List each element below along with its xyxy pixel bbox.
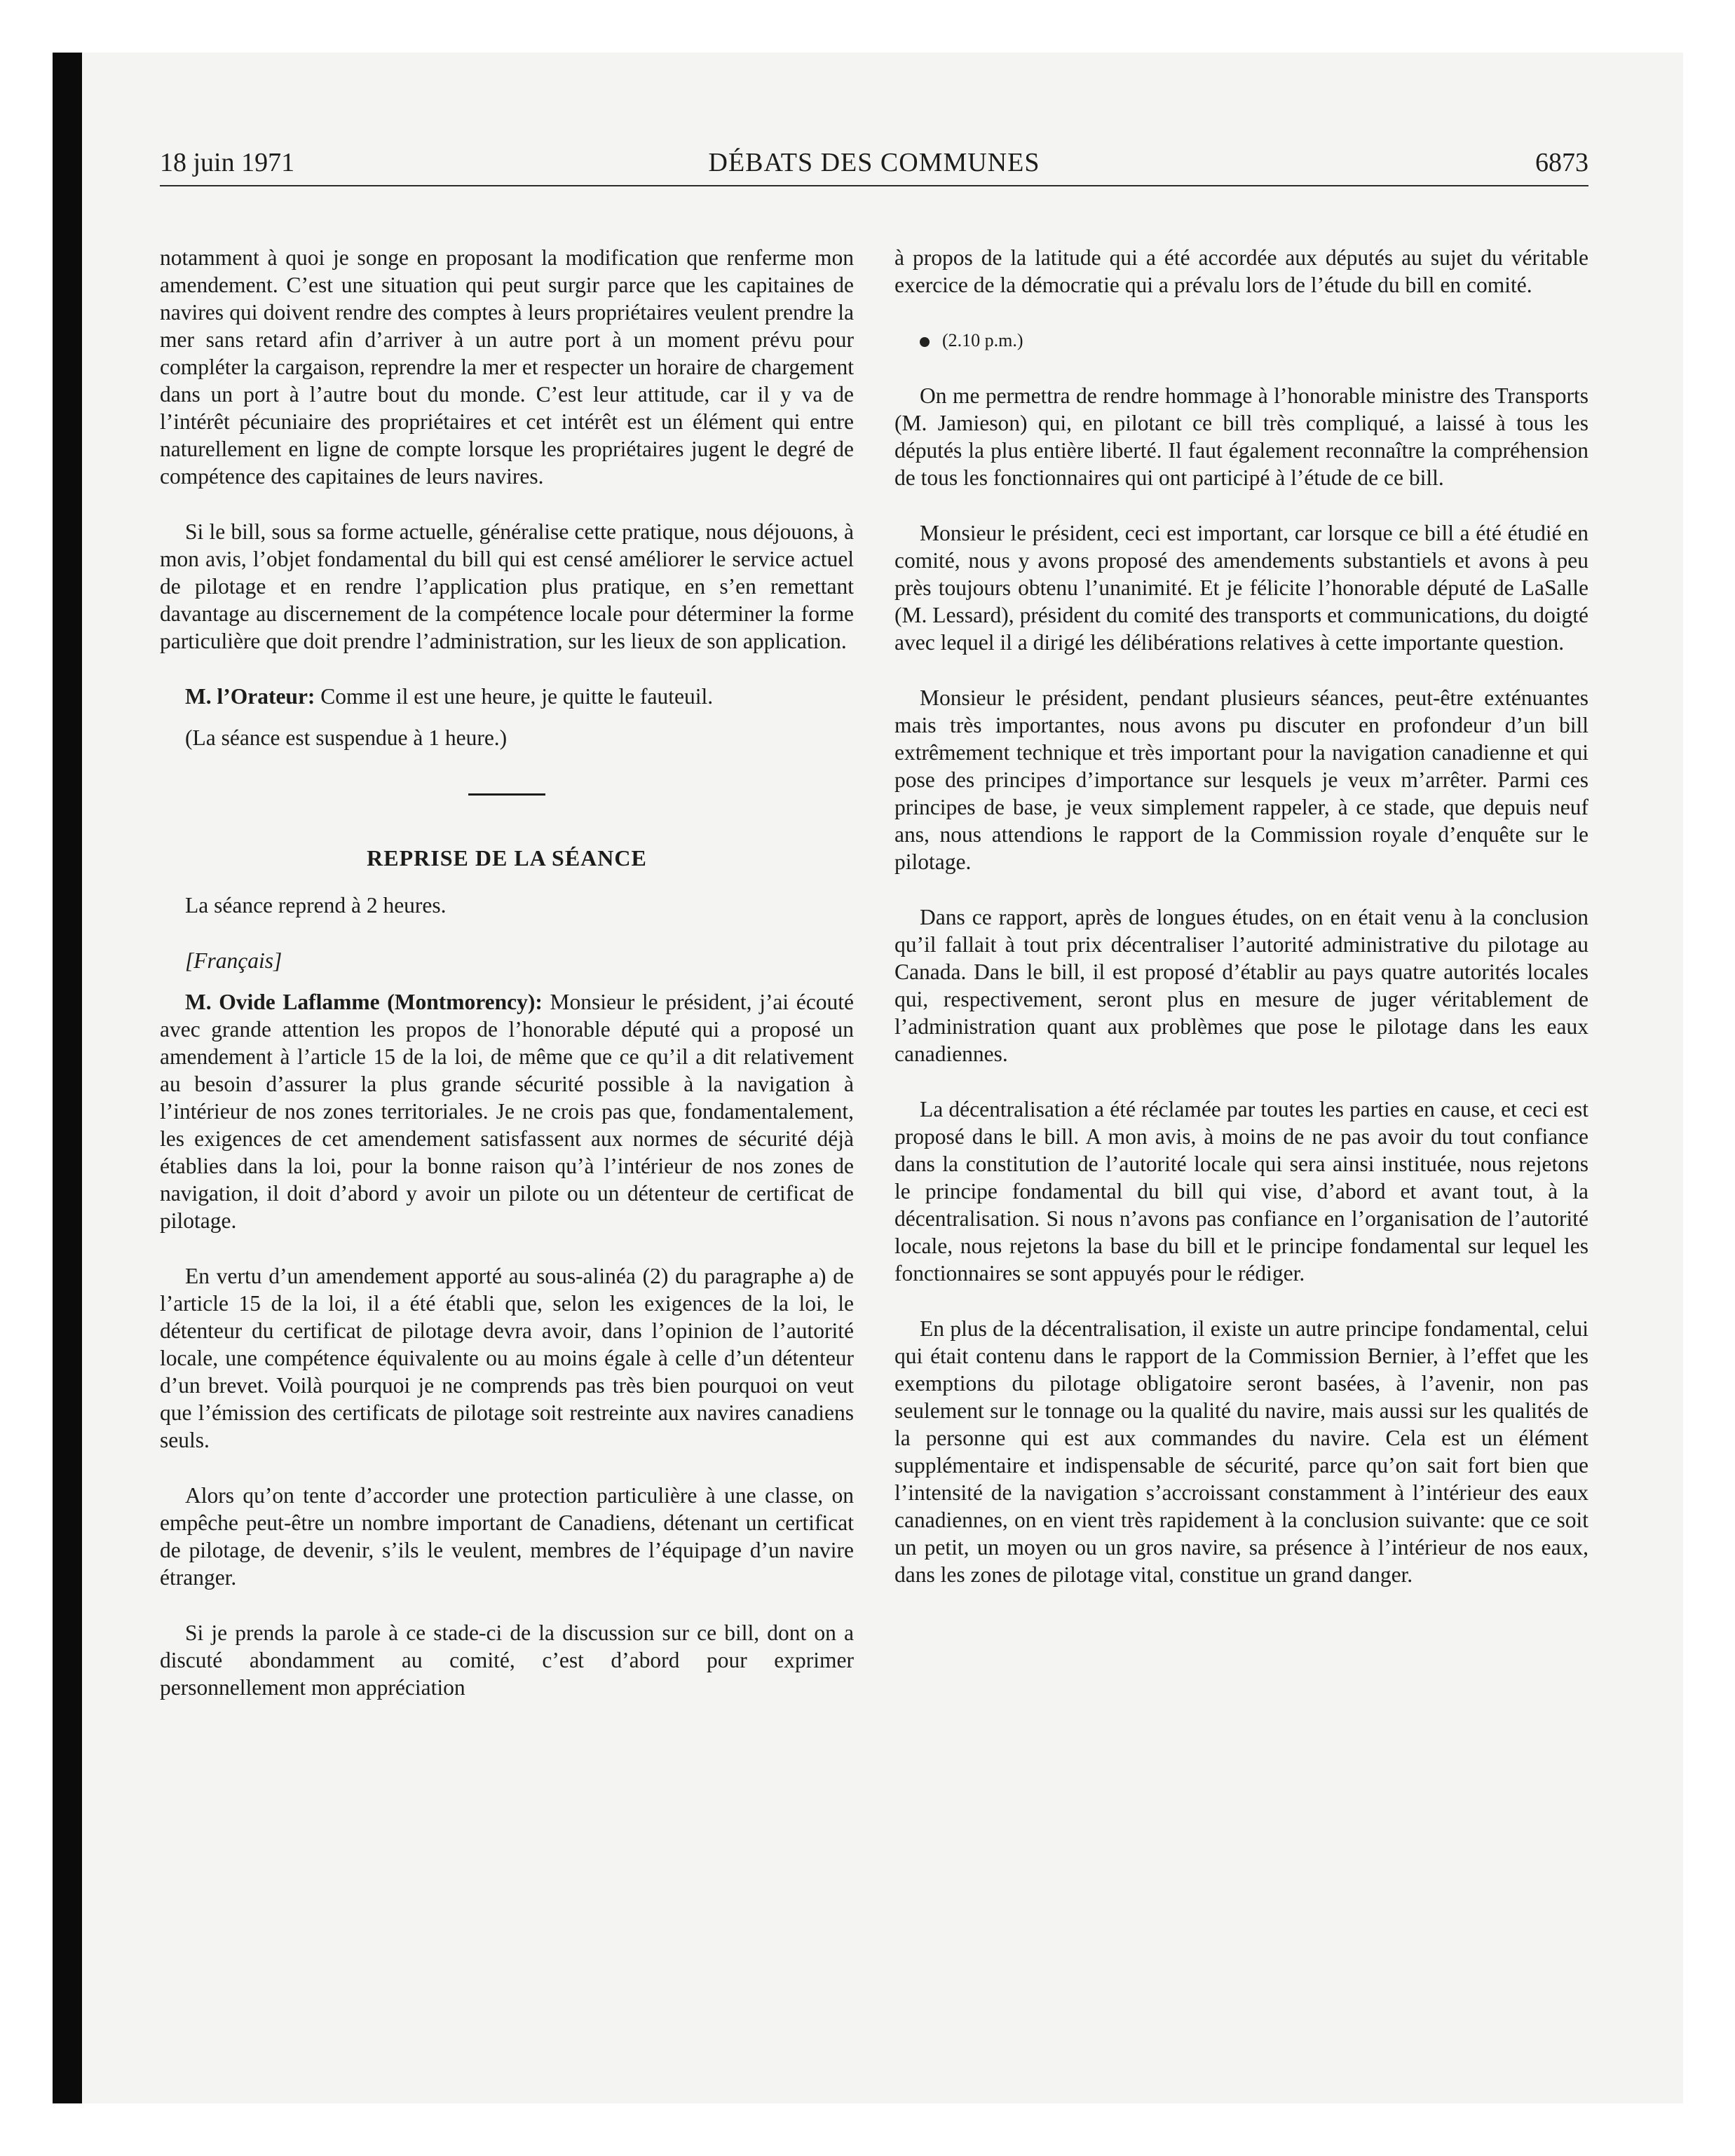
speaker-paragraph (160, 988, 854, 1234)
paragraph: En vertu d’un amendement apporté au sous-alinéa (2) du paragraphe a) de l’article 15 de la loi, il a été établi que, selon les exigences de la loi, le détenteur du certificat de pilotage devra avoir, dans l’opinion de l’autorité locale, une compétence équivalente ou au moins égale à celle d’un détenteur d’un brevet. Voilà pourquoi je ne comprends pas très bien pourquoi on veut que l’émission des certificats de pilotage soit restreinte aux navires canadiens seuls. (160, 1264, 854, 1452)
paragraph: notamment à quoi je songe en proposant la modification que renferme mon amendement. C’est une situation qui peut surgir parce que les capitaines de navires qui doivent rendre des comptes à leurs propriétaires veulent prendre la mer sans retard afin d’arriver à un autre port à un moment prévu pour compléter la cargaison, reprendre la mer et respecter un horaire de chargement dans un port à l’autre bout du monde. C’est leur attitude, car il y va de l’intérêt pécuniaire des propriétaires et cet intérêt est un élément qui entre naturellement en ligne de compte lorsque les propriétaires jugent le degré de compétence des capitaines de leurs navires. (160, 245, 854, 489)
paragraph: Monsieur le président, pendant plusieurs séances, peut-être exténuantes mais très importantes, nous avons pu discuter en profondeur d’un bill extrêmement technique et très important pour la navigation canadienne et qui pose des principes d’importance sur lesquels je veux m’arrêter. Parmi ces principes de base, je veux simplement rappeler, à ce stade, que depuis neuf ans, nous attendions le rapport de la Commission royale d’enquête sur le pilotage. (894, 685, 1588, 874)
speech-text: Comme il est une heure, je quitte le fauteuil. (320, 684, 714, 709)
paragraph: à propos de la latitude qui a été accordée aux députés au sujet du véritable exercice de la démocratie qui a prévalu lors de l’étude du bill en comité. (894, 245, 1588, 297)
paragraph: La séance reprend à 2 heures. (185, 893, 447, 917)
page-header (160, 144, 1588, 186)
paragraph: Monsieur le président, ceci est important, car lorsque ce bill a été étudié en comité, nous y avons proposé des amendements substantiels et avons à peu près toujours obtenu l’unanimité. Et je félicite l’honorable député de LaSalle (M. Lessard), président du comité des transports et communications, du doigté avec lequel il a dirigé les délibérations relatives à cette importante question. (894, 521, 1588, 655)
paragraph: Alors qu’on tente d’accorder une protection particulière à une classe, on empêche peut-être un nombre important de Canadiens, détenant un certificat de pilotage, de devenir, s’ils le veulent, membres de l’équipage d’un navire étranger. (160, 1483, 854, 1590)
paragraph: On me permettra de rendre hommage à l’honorable ministre des Transports (M. Jamieson) qui, en pilotant ce bill très compliqué, a laissé à tous les députés la plus entière liberté. Il faut également reconnaître la compréhension de tous les fonctionnaires qui ont participé à l’étude de ce bill. (894, 383, 1588, 490)
speaker-name: M. l’Orateur: (185, 684, 315, 709)
bullet-icon (920, 337, 930, 347)
speaker-paragraph (160, 683, 854, 710)
left-column (160, 244, 854, 1701)
time-marker-text: (2.10 p.m.) (942, 330, 1023, 350)
scan-binding-edge (53, 53, 82, 2103)
language-tag: [Français] (185, 948, 283, 973)
paragraph: (La séance est suspendue à 1 heure.) (185, 725, 508, 750)
paragraph: Dans ce rapport, après de longues études, on en était venu à la conclusion qu’il fallait à tout prix décentraliser l’autorité administrative du pilotage au Canada. Dans le bill, il est proposé d’établir au pays quatre autorités locales qui, respectivement, seront plus en mesure de juger véritablement de l’administration quant aux problèmes que pose le pilotage dans les eaux canadiennes. (894, 905, 1588, 1066)
speaker-name: M. Ovide Laflamme (Montmorency): (185, 990, 543, 1014)
header-title: DÉBATS DES COMMUNES (708, 148, 1040, 177)
paragraph: En plus de la décentralisation, il existe un autre principe fondamental, celui qui était contenu dans le rapport de la Commission Bernier, à l’effet que les exemptions du pilotage obligatoire seront basées, à l’avenir, non pas seulement sur le tonnage ou la qualité du navire, mais aussi sur les qualités de la personne qui est aux commandes du navire. Cela est un élément supplémentaire et indispensable de sécurité, parce qu’on sait fort bien que l’intensité de la navigation s’accroissant constamment à l’intérieur des eaux canadiennes, on en vient très rapidement à la conclusion suivante: que ce soit un petit, un moyen ou un gros navire, sa présence à l’intérieur de nos eaux, dans les zones de pilotage vital, constitue un grand danger. (894, 1316, 1588, 1587)
speech-text: Monsieur le président, j’ai écouté avec grande attention les propos de l’honorable député qui a proposé un amendement à l’article 15 de la loi, de même que ce qu’il a dit relativement au besoin d’assurer la plus grande sécurité possible à la navigation à l’intérieur de nos zones territoriales. Je ne crois pas que, fondamentalement, les exigences de cet amendement satisfassent aux normes de sécurité déjà établies dans la loi, pour la bonne raison qu’à l’intérieur de nos zones de navigation, il doit d’abord y avoir un pilote ou un détenteur de certificat de pilotage. (160, 990, 854, 1233)
paragraph: Si le bill, sous sa forme actuelle, généralise cette pratique, nous déjouons, à mon avis, l’objet fondamental du bill qui est censé améliorer le service actuel de pilotage et en rendre l’application plus pratique, en s’en remettant davantage au discernement de la compétence locale pour déterminer la forme particulière que doit prendre l’administration, sur les lieux de son application. (160, 519, 854, 653)
paragraph: Si je prends la parole à ce stade-ci de la discussion sur ce bill, dont on a discuté abondamment au comité, c’est d’abord pour exprimer personnellement mon appréciation (160, 1621, 854, 1700)
page-number: 6873 (1535, 148, 1588, 177)
right-column (894, 244, 1588, 1588)
header-date: 18 juin 1971 (160, 148, 295, 177)
section-heading: REPRISE DE LA SÉANCE (367, 845, 647, 871)
paragraph: La décentralisation a été réclamée par toutes les parties en cause, et ceci est proposé dans le bill. A mon avis, à moins de ne pas avoir du tout confiance dans la constitution de l’autorité locale qui sera ainsi instituée, nous rejetons le principe fondamental du bill qui vise, d’abord et avant tout, à la décentralisation. Si nous n’avons pas confiance en l’organisation de l’autorité locale, nous rejetons la base du bill et le principe fondamental sur lequel les fonctionnaires se sont appuyés pour le rédiger. (894, 1097, 1588, 1285)
time-marker (894, 327, 1588, 354)
section-divider (468, 793, 545, 796)
